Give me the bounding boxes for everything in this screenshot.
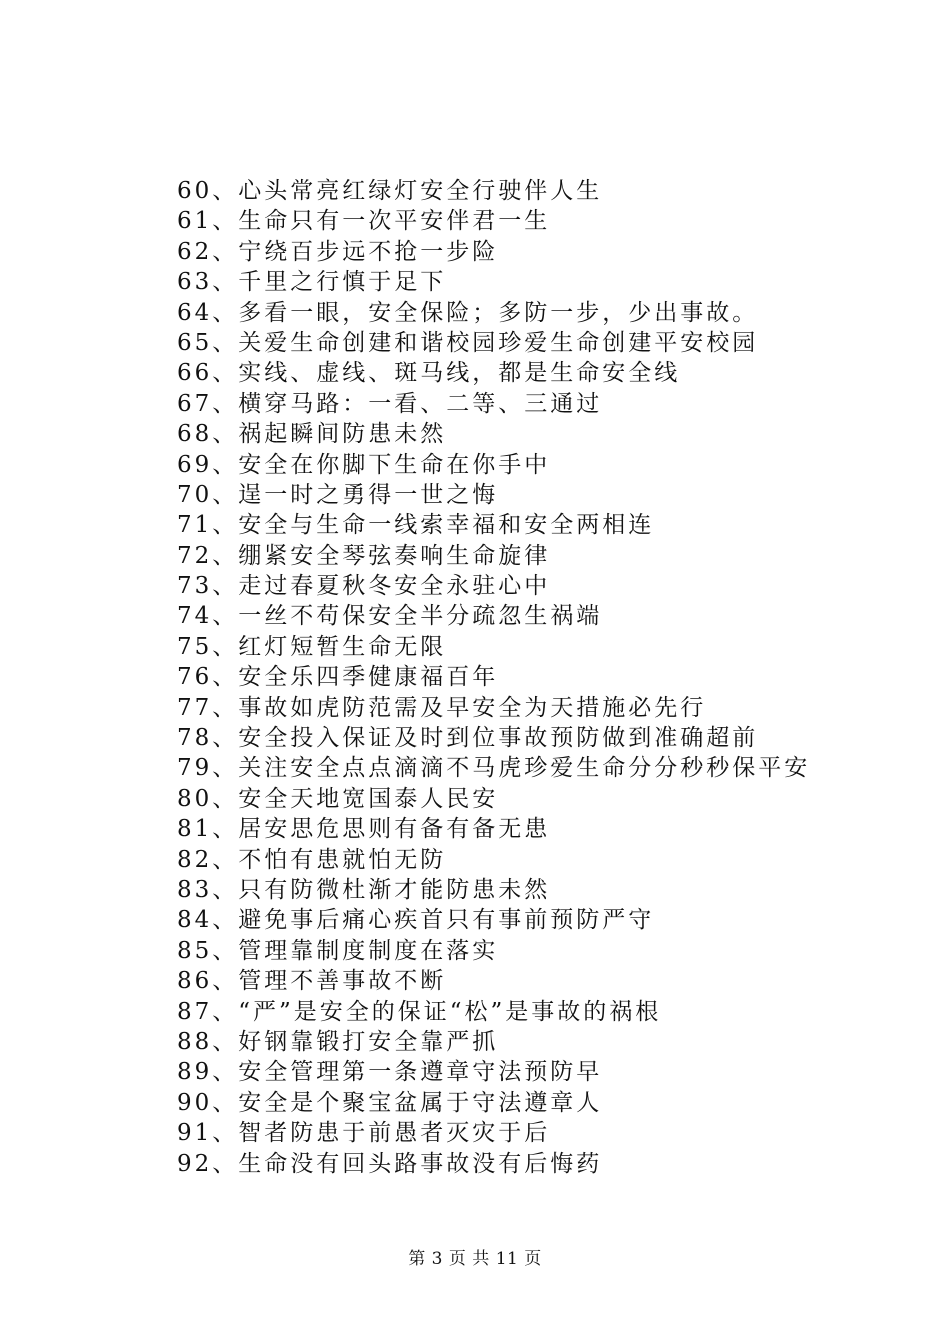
list-item: 63、千里之行慎于足下 bbox=[177, 269, 447, 296]
list-item: 82、不怕有患就怕无防 bbox=[177, 846, 447, 873]
list-item: 84、避免事后痛心疾首只有事前预防严守 bbox=[177, 907, 655, 934]
list-item: 91、智者防患于前愚者灭灾于后 bbox=[177, 1120, 551, 1147]
list-item: 61、生命只有一次平安伴君一生 bbox=[177, 208, 551, 235]
list-item: 79、关注安全点点滴滴不马虎珍爱生命分分秒秒保平安 bbox=[177, 755, 811, 782]
list-item: 73、走过春夏秋冬安全永驻心中 bbox=[177, 573, 551, 600]
list-item: 80、安全天地宽国泰人民安 bbox=[177, 785, 499, 812]
list-item: 69、安全在你脚下生命在你手中 bbox=[177, 451, 551, 478]
list-item: 70、逞一时之勇得一世之悔 bbox=[177, 481, 499, 508]
list-item: 64、多看一眼，安全保险；多防一步，少出事故。 bbox=[177, 299, 759, 326]
list-item: 74、一丝不苟保安全半分疏忽生祸端 bbox=[177, 603, 603, 630]
list-item: 65、关爱生命创建和谐校园珍爱生命创建平安校园 bbox=[177, 329, 759, 356]
list-item: 60、心头常亮红绿灯安全行驶伴人生 bbox=[177, 178, 603, 204]
list-item: 66、实线、虚线、斑马线，都是生命安全线 bbox=[177, 360, 681, 387]
list-item: 89、安全管理第一条遵章守法预防早 bbox=[177, 1059, 603, 1086]
list-item: 62、宁绕百步远不抢一步险 bbox=[177, 238, 499, 265]
list-item: 88、好钢靠锻打安全靠严抓 bbox=[177, 1028, 499, 1055]
list-item: 85、管理靠制度制度在落实 bbox=[177, 937, 499, 964]
list-item: 81、居安思危思则有备有备无患 bbox=[177, 816, 551, 843]
list-item: 87、“严”是安全的保证“松”是事故的祸根 bbox=[177, 998, 662, 1025]
list-item: 67、横穿马路：一看、二等、三通过 bbox=[177, 390, 603, 417]
list-item: 78、安全投入保证及时到位事故预防做到准确超前 bbox=[177, 725, 759, 752]
list-item: 72、绷紧安全琴弦奏响生命旋律 bbox=[177, 542, 551, 569]
list-item: 92、生命没有回头路事故没有后悔药 bbox=[177, 1150, 603, 1177]
list-item: 83、只有防微杜渐才能防患未然 bbox=[177, 876, 551, 903]
list-item: 68、祸起瞬间防患未然 bbox=[177, 421, 447, 448]
list-item: 71、安全与生命一线索幸福和安全两相连 bbox=[177, 512, 655, 539]
slogan-list bbox=[177, 176, 810, 1179]
list-item: 76、安全乐四季健康福百年 bbox=[177, 664, 499, 691]
list-item: 90、安全是个聚宝盆属于守法遵章人 bbox=[177, 1089, 603, 1116]
page-footer: 第 3 页 共 11 页 bbox=[408, 1249, 542, 1269]
list-item: 77、事故如虎防范需及早安全为天措施必先行 bbox=[177, 694, 707, 721]
list-item: 75、红灯短暂生命无限 bbox=[177, 633, 447, 660]
list-item: 86、管理不善事故不断 bbox=[177, 968, 447, 995]
